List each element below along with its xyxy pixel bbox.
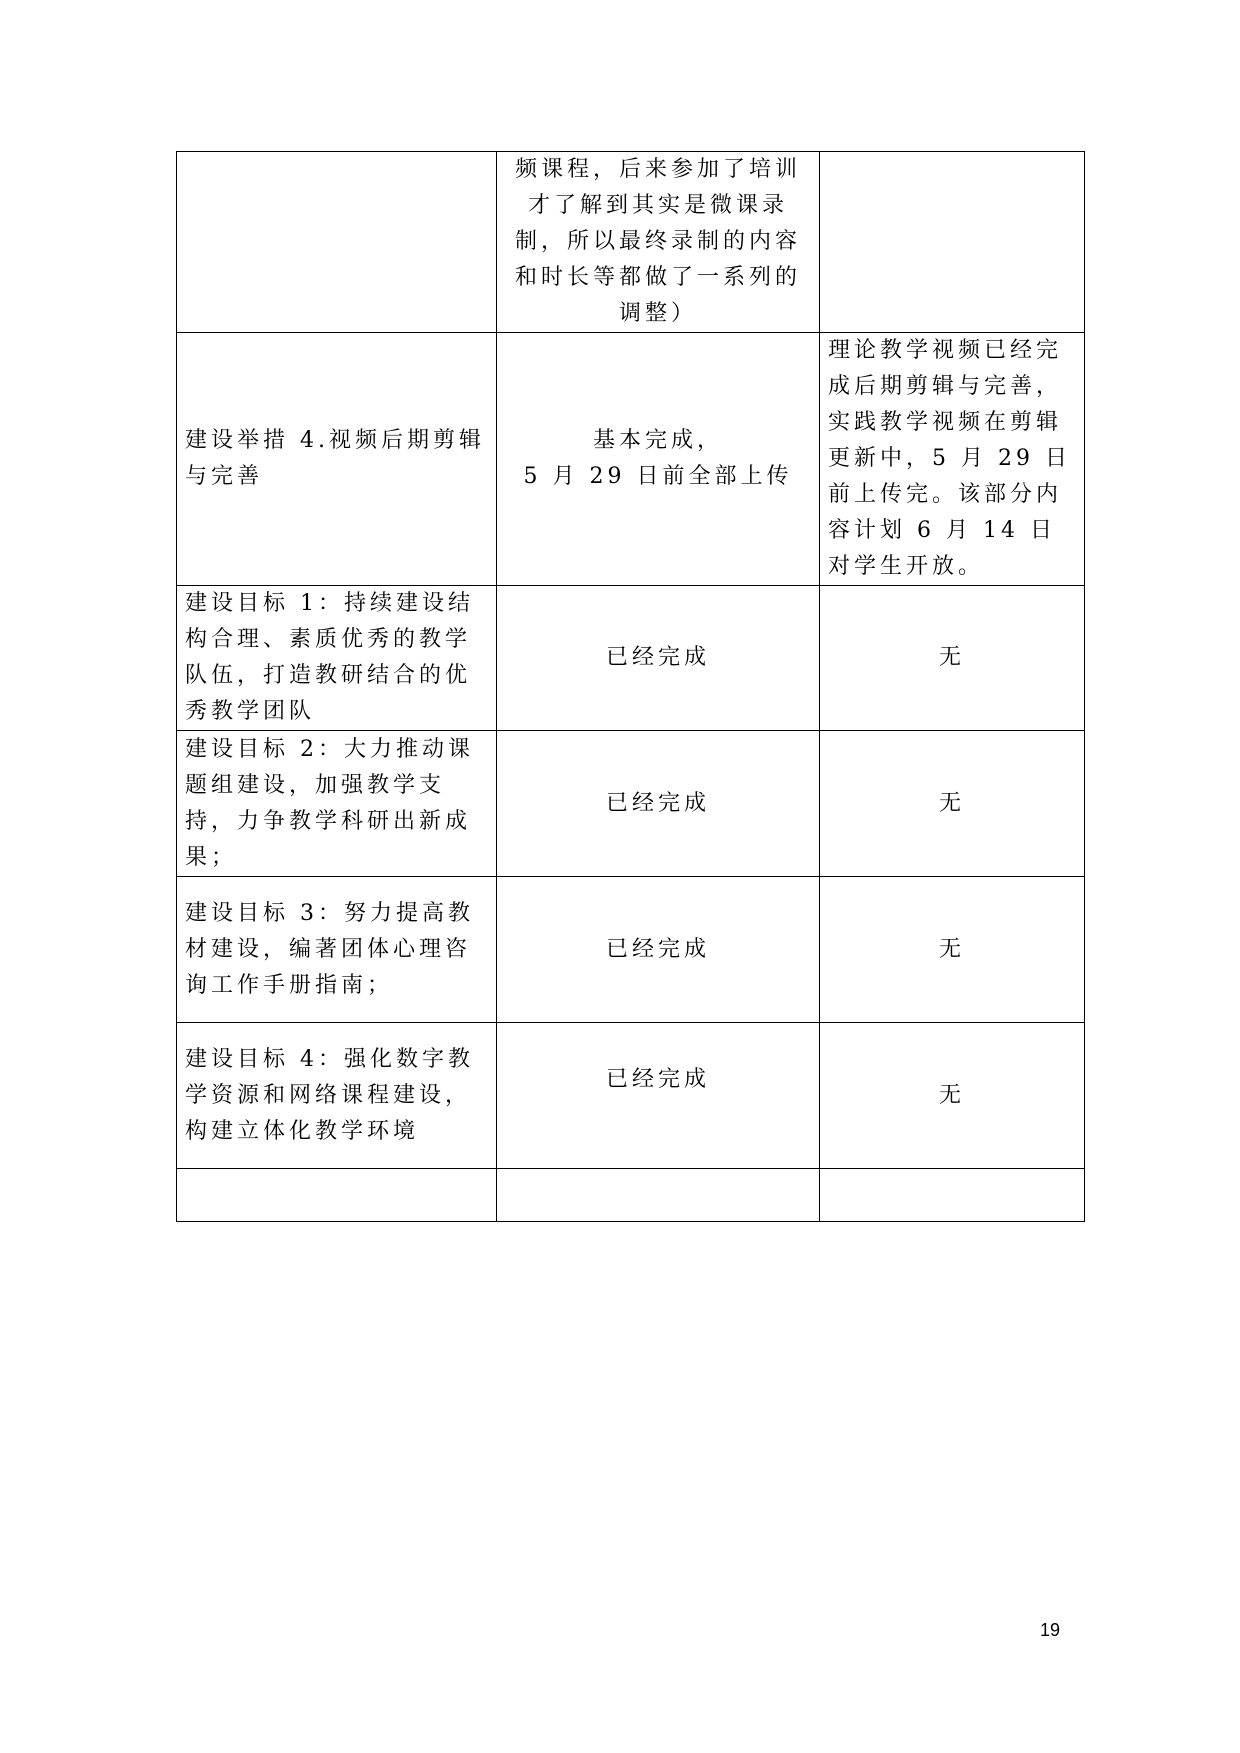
item-cell: 建设目标 4：强化数字教学资源和网络课程建设，构建立体化教学环境: [177, 1023, 497, 1169]
table-row: [177, 152, 1085, 333]
table-row: [177, 731, 1085, 877]
note-cell: 无: [820, 1023, 1085, 1169]
note-cell: 无: [820, 731, 1085, 877]
table-row: [177, 586, 1085, 731]
item-cell: [177, 152, 497, 333]
table-row: [177, 333, 1085, 586]
status-cell: 已经完成: [497, 731, 820, 877]
item-cell: [177, 1169, 497, 1222]
table-row: [177, 1023, 1085, 1169]
page-number: 19: [1039, 1620, 1061, 1640]
table-row: [177, 1169, 1085, 1222]
item-cell: 建设目标 3：努力提高教材建设，编著团体心理咨询工作手册指南；: [177, 877, 497, 1023]
status-cell: [497, 1169, 820, 1222]
item-cell: 建设举措 4.视频后期剪辑与完善: [177, 333, 497, 586]
status-cell: 已经完成: [497, 586, 820, 731]
item-cell: 建设目标 2：大力推动课题组建设，加强教学支持，力争教学科研出新成果；: [177, 731, 497, 877]
note-cell: 理论教学视频已经完成后期剪辑与完善，实践教学视频在剪辑更新中，5 月 29 日前上传完。该部分内容计划 6 月 14 日对学生开放。: [820, 333, 1085, 586]
note-cell: [820, 1169, 1085, 1222]
item-cell: 建设目标 1：持续建设结构合理、素质优秀的教学队伍，打造教研结合的优秀教学团队: [177, 586, 497, 731]
status-text: 已经完成: [605, 1066, 710, 1092]
status-cell: [497, 1023, 820, 1169]
status-cell: 基本完成， 5 月 29 日前全部上传: [497, 333, 820, 586]
note-cell: 无: [820, 586, 1085, 731]
table-row: [177, 877, 1085, 1023]
note-cell: [820, 152, 1085, 333]
status-cell: 频课程，后来参加了培训才了解到其实是微课录制，所以最终录制的内容和时长等都做了一系列的调整）: [497, 152, 820, 333]
progress-table: [176, 151, 1085, 1222]
note-cell: 无: [820, 877, 1085, 1023]
status-cell: 已经完成: [497, 877, 820, 1023]
